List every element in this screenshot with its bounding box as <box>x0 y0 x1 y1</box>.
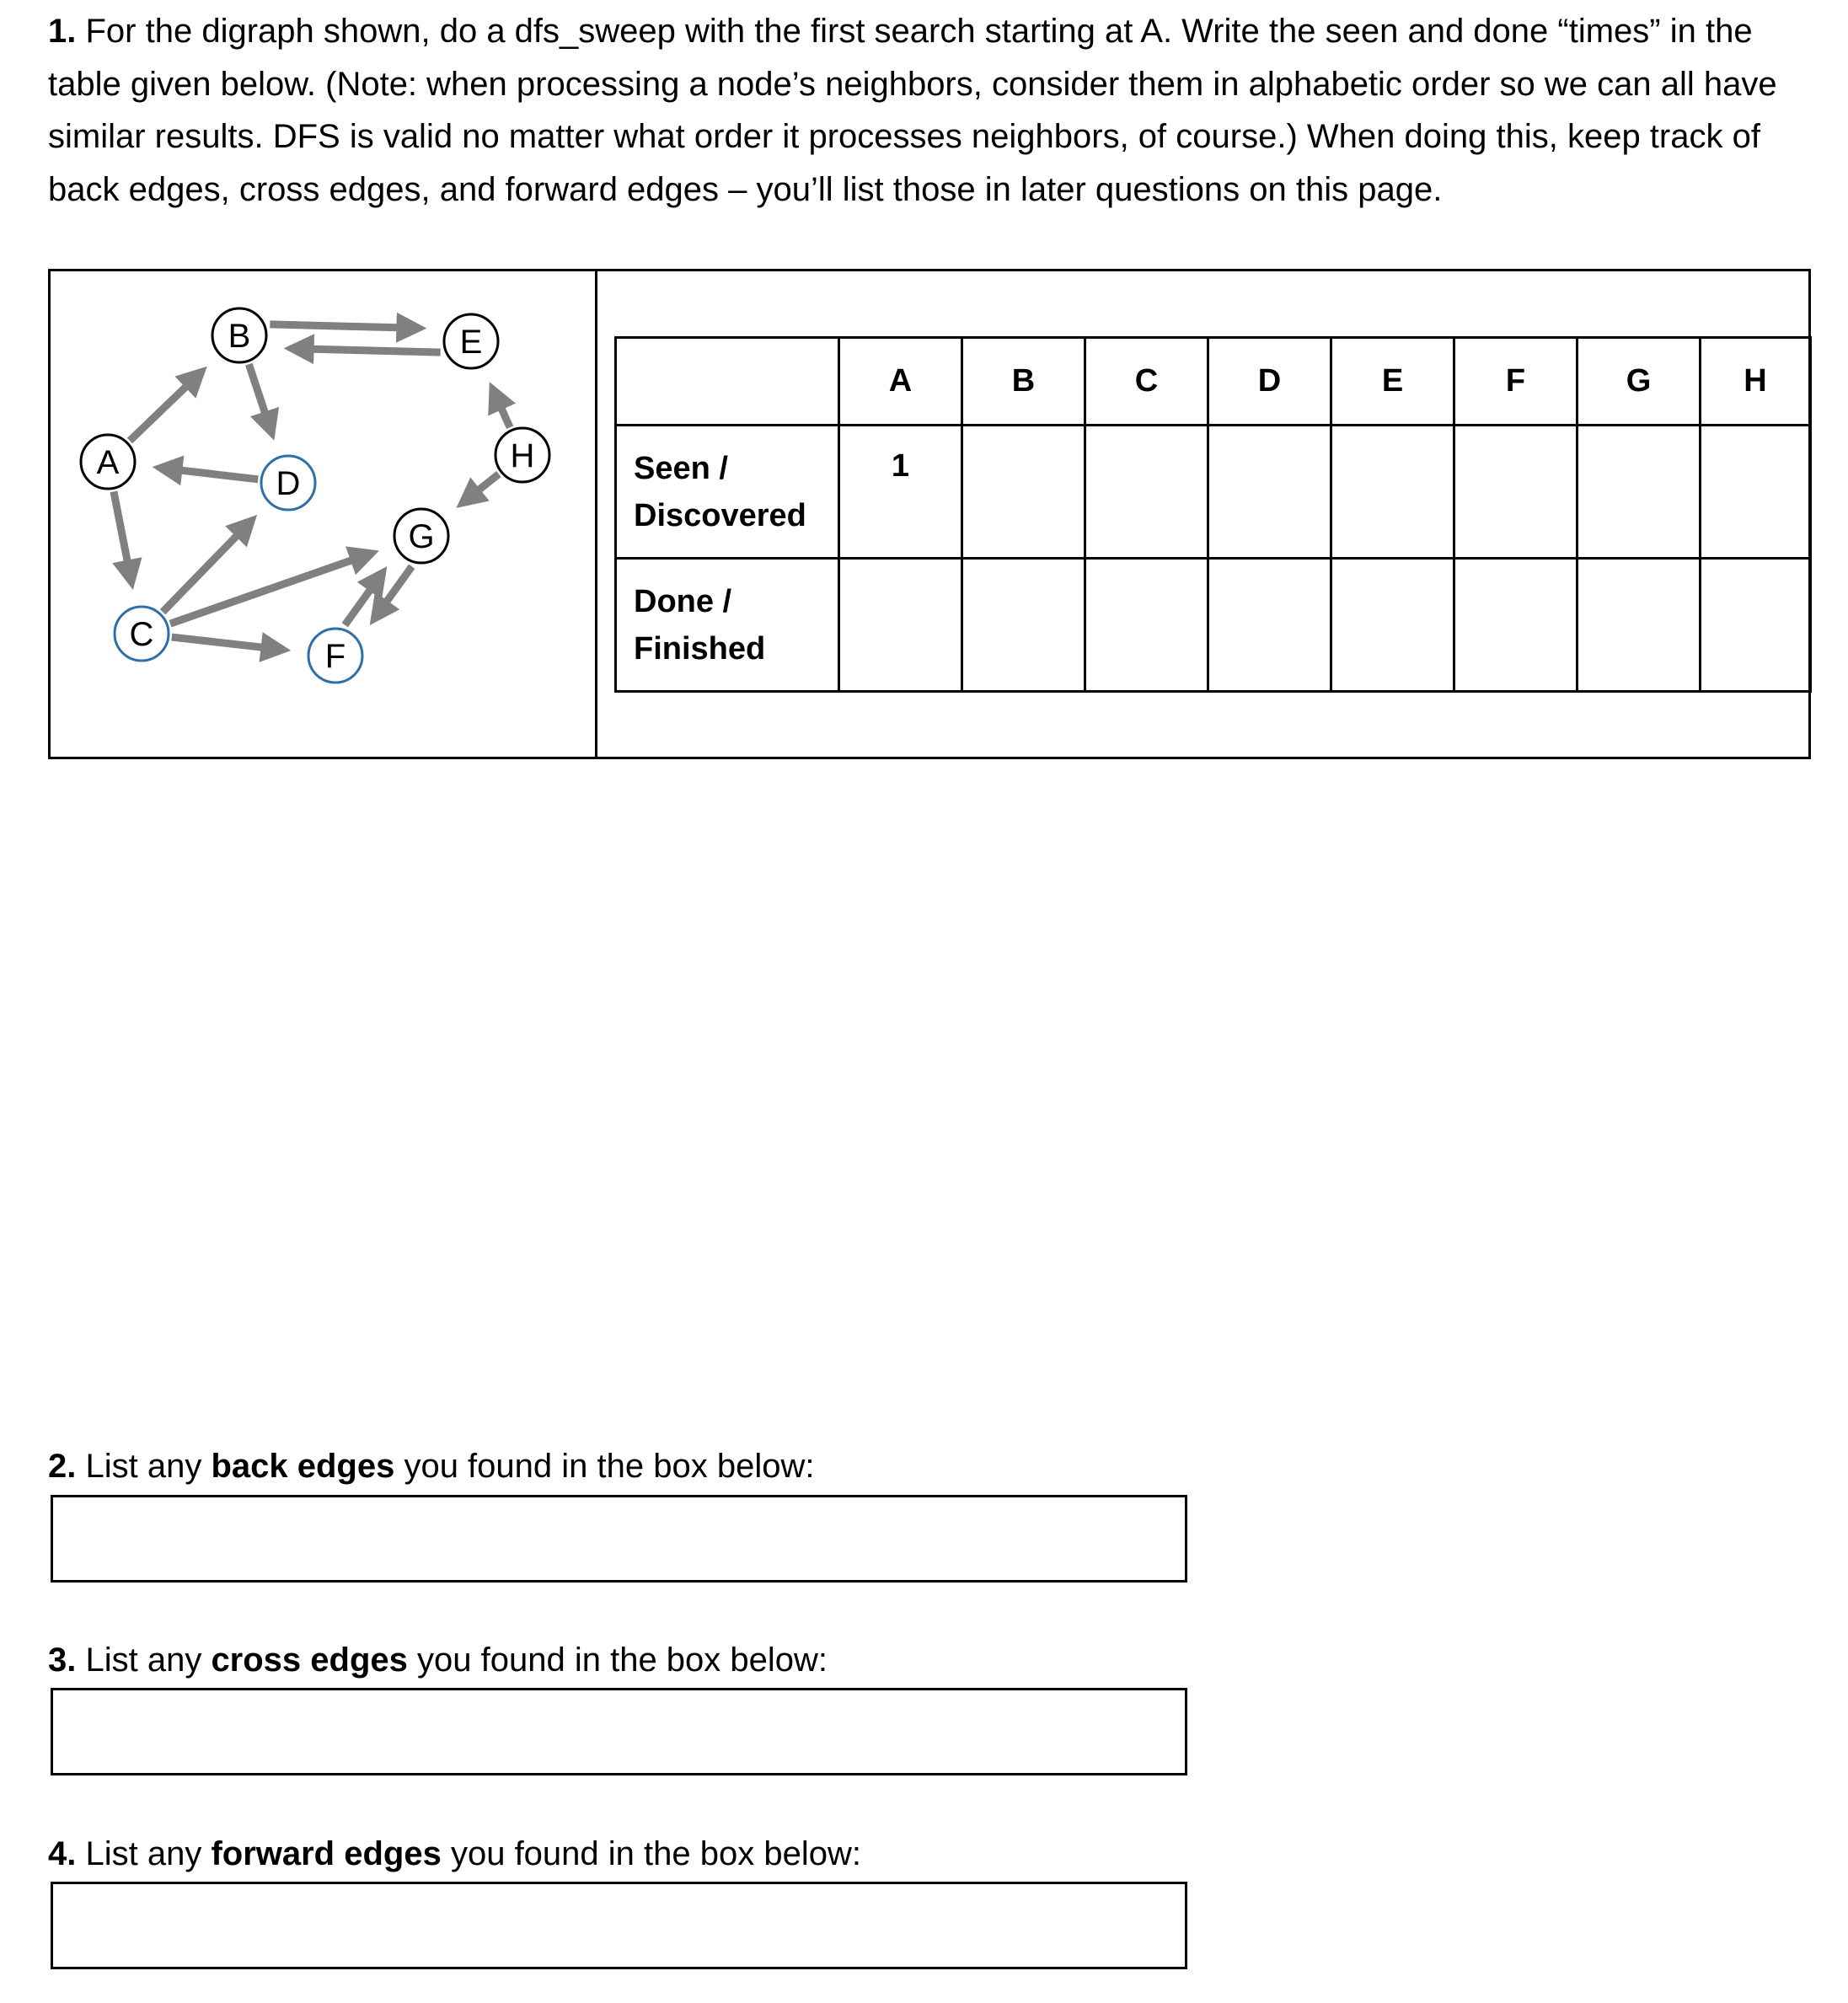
question-4-bold: forward edges <box>211 1835 442 1872</box>
graph-node-f <box>308 629 362 683</box>
done-cell-d[interactable] <box>1208 559 1331 692</box>
graph-node-label: H <box>510 437 535 474</box>
graph-node-e <box>444 314 498 368</box>
question-1-text <box>48 5 1826 216</box>
question-2-pre: List any <box>76 1448 212 1485</box>
frame-divider <box>595 269 597 759</box>
done-cell-f[interactable] <box>1454 559 1577 692</box>
graph-node-d <box>261 456 315 510</box>
edge-e-to-b <box>292 349 441 353</box>
graph-node-label: G <box>408 518 435 555</box>
edge-d-to-a <box>160 468 259 479</box>
graph-node-c <box>115 607 169 661</box>
edge-h-to-e <box>493 388 511 427</box>
done-cell-a[interactable] <box>839 559 962 692</box>
edge-b-to-d <box>249 364 271 433</box>
node-layer <box>81 308 549 683</box>
edge-a-to-c <box>114 491 131 582</box>
seen-cell-f[interactable] <box>1454 426 1577 559</box>
graph-node-label: D <box>276 465 301 502</box>
question-2-post: you found in the box below: <box>394 1448 815 1485</box>
question-3-text <box>48 1639 828 1681</box>
done-label-line1: Done / <box>634 583 732 619</box>
table-header-row <box>616 338 1811 426</box>
graph-node-label: A <box>96 444 120 481</box>
edge-c-to-g <box>170 553 372 624</box>
done-cell-c[interactable] <box>1085 559 1208 692</box>
column-header-g: G <box>1577 338 1701 426</box>
question-1-number: 1. <box>48 13 77 50</box>
question-3-post: you found in the box below: <box>407 1641 828 1679</box>
done-cell-e[interactable] <box>1331 559 1454 692</box>
question-3-pre: List any <box>76 1641 212 1679</box>
seen-cell-g[interactable] <box>1577 426 1701 559</box>
table-corner-cell <box>616 338 839 426</box>
digraph <box>51 271 590 757</box>
seen-label-line1: Seen / <box>634 450 728 486</box>
question-3-bold: cross edges <box>211 1641 408 1679</box>
done-row-label <box>616 559 839 692</box>
seen-cell-c[interactable] <box>1085 426 1208 559</box>
column-header-d: D <box>1208 338 1331 426</box>
seen-cell-e[interactable] <box>1331 426 1454 559</box>
seen-cell-h[interactable] <box>1701 426 1811 559</box>
edge-b-to-e <box>270 324 419 329</box>
question-4-number: 4. <box>48 1835 77 1872</box>
seen-cell-d[interactable] <box>1208 426 1331 559</box>
seen-label-line2: Discovered <box>634 497 806 533</box>
done-label-line2: Finished <box>634 630 766 667</box>
seen-cell-b[interactable] <box>962 426 1085 559</box>
dfs-times-table <box>614 336 1812 693</box>
edge-h-to-g <box>462 474 498 503</box>
graph-node-b <box>212 308 266 362</box>
question-4-pre: List any <box>76 1835 212 1872</box>
column-header-f: F <box>1454 338 1577 426</box>
question-2-bold: back edges <box>211 1448 395 1485</box>
question-2-number: 2. <box>48 1448 77 1485</box>
column-header-h: H <box>1701 338 1811 426</box>
question-1-body: For the digraph shown, do a dfs_sweep with the first search starting at A. Write the seen and done “times” in the table given below. (Note: when processing a node’s neighbors, consider them in alphabetic order so we can all have similar results. DFS is valid no matter what order it processes neighbors, of course.) When doing this, keep track of back edges, cross edges, and forward edges – you’ll list those in later questions on this page. <box>48 13 1777 208</box>
graph-node-label: E <box>459 324 483 361</box>
graph-node-label: C <box>129 616 154 653</box>
seen-row <box>616 426 1811 559</box>
question-4-text <box>48 1833 861 1875</box>
column-header-b: B <box>962 338 1085 426</box>
column-header-e: E <box>1331 338 1454 426</box>
seen-cell-a[interactable]: 1 <box>839 426 962 559</box>
question-2-text <box>48 1445 814 1487</box>
forward-edges-answer-box[interactable] <box>51 1882 1187 1969</box>
done-row <box>616 559 1811 692</box>
done-cell-g[interactable] <box>1577 559 1701 692</box>
cross-edges-answer-box[interactable] <box>51 1688 1187 1775</box>
edge-a-to-b <box>130 372 201 441</box>
column-header-a: A <box>839 338 962 426</box>
graph-node-label: B <box>228 318 251 355</box>
graph-node-label: F <box>324 638 346 675</box>
edge-c-to-f <box>172 637 284 650</box>
seen-row-label <box>616 426 839 559</box>
done-cell-h[interactable] <box>1701 559 1811 692</box>
graph-node-g <box>394 509 448 563</box>
done-cell-b[interactable] <box>962 559 1085 692</box>
graph-node-h <box>495 428 549 482</box>
back-edges-answer-box[interactable] <box>51 1495 1187 1583</box>
question-3-number: 3. <box>48 1641 77 1679</box>
question-4-post: you found in the box below: <box>441 1835 861 1872</box>
column-header-c: C <box>1085 338 1208 426</box>
graph-node-a <box>81 435 135 489</box>
